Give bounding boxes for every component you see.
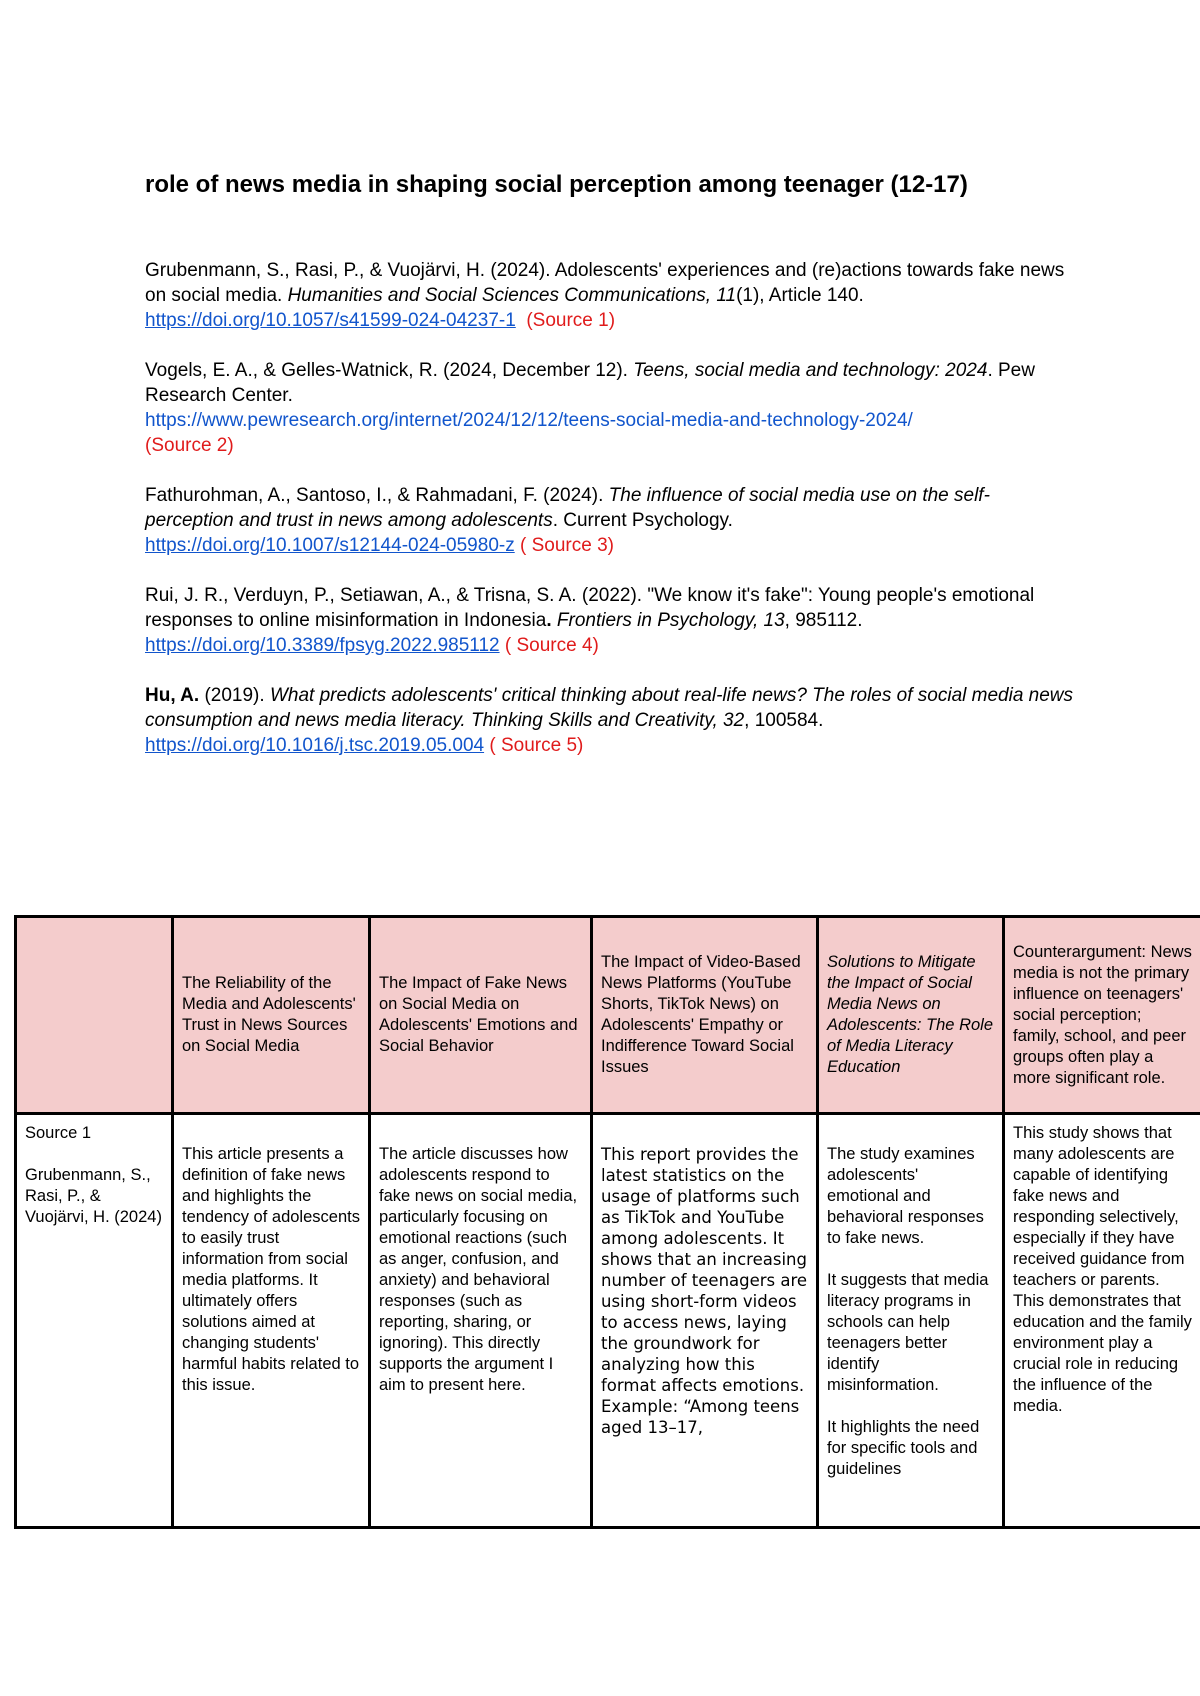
cell-text: The article discusses how adolescents respond to fake news on social media, particularly focusing on emotional reactions (such as anger, confusion, and anxiety) and behavioral responses (such as reporting, sharing, or ignoring). This directly supports the argument I aim to present here. — [379, 1145, 578, 1394]
cell-text: This report provides the latest statistics on the usage of platforms such as TikTok and YouTube among adolescents. It shows that an increasing number of teenagers are using short-form videos to access news, laying the groundwork for analyzing how this format affects emotions. — [601, 1145, 808, 1395]
row-label: Source 1 — [25, 1124, 92, 1142]
cell-text: Example: “Among teens aged 13–17, — [601, 1397, 800, 1437]
header-cell: The Impact of Fake News on Social Media on Adolescents' Emotions and Social Behavior — [370, 917, 592, 1114]
doi-link[interactable]: https://doi.org/10.1057/s41599-024-04237-1 — [145, 310, 516, 331]
reference-list — [145, 258, 1075, 783]
doi-link[interactable]: https://doi.org/10.1007/s12144-024-05980-z — [145, 535, 515, 556]
reference-text: , 985112. — [784, 610, 863, 631]
reference-item — [145, 583, 1075, 658]
reference-author: Hu, A. — [145, 685, 200, 706]
sources-table — [14, 915, 1200, 1529]
reference-text: . Current Psychology. — [552, 510, 733, 531]
cell-text: This article presents a definition of fake news and highlights the tendency of adolescents to easily trust information from social media platforms. It ultimately offers solutions aimed at changing students' harmful habits related to this issue. — [182, 1145, 360, 1394]
source-tag: ( Source 3) — [520, 535, 614, 556]
reference-dot: . — [546, 610, 552, 631]
source-tag: ( Source 4) — [504, 635, 599, 656]
header-cell: The Reliability of the Media and Adolescents' Trust in News Sources on Social Media — [173, 917, 370, 1114]
reference-item — [145, 258, 1075, 333]
table-row — [16, 1114, 1200, 1528]
reference-text: Vogels, E. A., & Gelles-Watnick, R. (2024, December 12). — [145, 360, 634, 381]
reference-text: (1), Article 140. — [736, 285, 864, 306]
reference-text: (2019). — [199, 685, 270, 706]
source-tag: ( Source 5) — [489, 735, 584, 756]
row-label-cell — [16, 1114, 173, 1528]
cell-text: The study examines adolescents' emotional and behavioral responses to fake news. — [827, 1145, 984, 1247]
reference-journal: . Thinking Skills and Creativity, 32 — [460, 710, 745, 731]
cell-text: It suggests that media literacy programs in schools can help teenagers better identify misinformation. — [827, 1271, 989, 1394]
reference-text: . Pew Research Center. — [145, 360, 1035, 406]
reference-journal: Frontiers in Psychology, 13 — [551, 610, 785, 631]
cell-text: This study shows that many adolescents are capable of identifying fake news and responding selectively, especially if they have received guidance from teachers or parents. This demonstrates that education and the family environment play a crucial role in reducing the influence of the media. — [1013, 1124, 1192, 1415]
reference-text: Grubenmann, S., Rasi, P., & Vuojärvi, H. (2024). Adolescents' experiences and (re)actions towards fake news on social media. — [145, 260, 1065, 306]
header-cell: Counterargument: News media is not the primary influence on teenagers' social perception; family, school, and peer groups often play a more significant role. — [1004, 917, 1200, 1114]
reference-text: , 100584. — [744, 710, 824, 731]
table-cell — [818, 1114, 1004, 1528]
reference-title: The influence of social media use on the self-perception and trust in news among adolescents — [145, 485, 990, 531]
source-tag: (Source 2) — [145, 435, 234, 456]
header-cell: The Impact of Video-Based News Platforms (YouTube Shorts, TikTok News) on Adolescents' Empathy or Indifference Toward Social Issues — [592, 917, 818, 1114]
doi-link[interactable]: https://doi.org/10.3389/fpsyg.2022.985112 — [145, 635, 500, 656]
page-title: role of news media in shaping social perception among teenager (12-17) — [145, 171, 968, 198]
reference-text: Rui, J. R., Verduyn, P., Setiawan, A., & Trisna, S. A. (2022). "We know it's fake": Young people's emotional responses to online misinformation in Indonesia — [145, 585, 1035, 631]
table-cell — [370, 1114, 592, 1528]
header-cell: Solutions to Mitigate the Impact of Social Media News on Adolescents: The Role of Media Literacy Education — [818, 917, 1004, 1114]
url-link[interactable]: https://www.pewresearch.org/internet/2024/12/12/teens-social-media-and-technology-2024/ — [145, 410, 913, 431]
reference-item — [145, 683, 1075, 758]
doi-link[interactable]: https://doi.org/10.1016/j.tsc.2019.05.004 — [145, 735, 485, 756]
cell-text: It highlights the need for specific tools and guidelines — [827, 1418, 980, 1478]
reference-item — [145, 358, 1075, 458]
table-header-row — [16, 917, 1200, 1114]
reference-title: What predicts adolescents' critical thinking about real-life news? The roles of social media news consumption and news media literacy — [145, 685, 1074, 731]
reference-title: Teens, social media and technology: 2024 — [633, 360, 988, 381]
reference-text: Fathurohman, A., Santoso, I., & Rahmadani, F. (2024). — [145, 485, 609, 506]
table-cell — [173, 1114, 370, 1528]
source-tag: (Source 1) — [526, 310, 616, 331]
header-cell — [16, 917, 173, 1114]
row-citation: Grubenmann, S., Rasi, P., & Vuojärvi, H. (2024) — [25, 1166, 162, 1226]
table-cell — [592, 1114, 818, 1528]
table-cell — [1004, 1114, 1200, 1528]
reference-item — [145, 483, 1075, 558]
reference-journal: Humanities and Social Sciences Communications, 11 — [287, 285, 737, 306]
